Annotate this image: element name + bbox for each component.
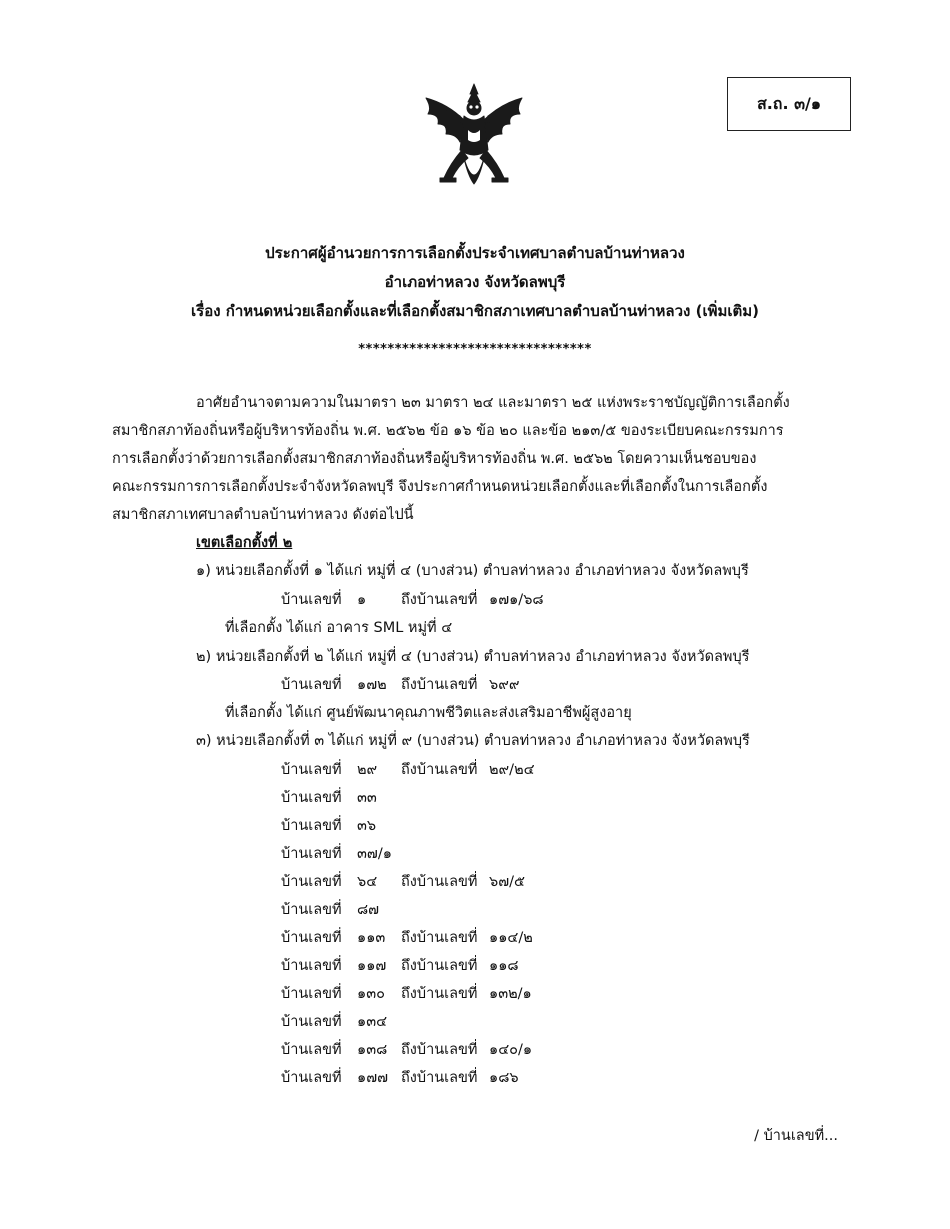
form-code-box (727, 77, 851, 131)
announcement-subject: เรื่อง กำหนดหน่วยเลือกตั้งและที่เลือกตั้งสมาชิกสภาเทศบาลตำบลบ้านท่าหลวง (เพิ่มเติม) (191, 302, 759, 320)
house-from: ๑๗๗ (357, 1070, 389, 1086)
house-to: ๑๑๔/๒ (489, 930, 533, 946)
house-label: บ้านเลขที่ (281, 902, 342, 918)
house-label: บ้านเลขที่ (281, 592, 342, 608)
house-to: ๑๘๖ (489, 1070, 519, 1086)
preamble-line: คณะกรรมการการเลือกตั้งประจำจังหวัดลพบุรี จึงประกาศกำหนดหน่วยเลือกตั้งและที่เลือกตั้งในการเลือกตั้ง (112, 479, 768, 495)
announcement-location: อำเภอท่าหลวง จังหวัดลพบุรี (384, 273, 566, 291)
unit-title: ๑) หน่วยเลือกตั้งที่ ๑ ได้แก่ หมู่ที่ ๔ (บางส่วน) ตำบลท่าหลวง อำเภอท่าหลวง จังหวัดลพบุรี (196, 563, 749, 579)
house-to: ๑๗๑/๖๘ (489, 592, 544, 608)
district-title: เขตเลือกตั้งที่ ๒ (196, 535, 293, 551)
house-label: บ้านเลขที่ (281, 818, 342, 834)
house-to-label: ถึงบ้านเลขที่ (401, 1042, 478, 1058)
house-label: บ้านเลขที่ (281, 986, 342, 1002)
house-to-label: ถึงบ้านเลขที่ (401, 677, 478, 693)
preamble-line: สมาชิกสภาเทศบาลตำบลบ้านท่าหลวง ดังต่อไปนี้ (112, 507, 414, 523)
house-to: ๒๙/๒๔ (489, 762, 535, 778)
house-range (281, 898, 401, 921)
form-code: ส.ถ. ๓/๑ (756, 93, 822, 113)
house-from: ๑๑๓ (357, 930, 386, 946)
house-from: ๑๓๘ (357, 1042, 388, 1058)
house-range (281, 1066, 519, 1089)
house-to: ๑๔๐/๑ (489, 1042, 533, 1058)
separator-line: ******************************** (358, 342, 592, 357)
house-range (281, 1038, 532, 1061)
house-to-label: ถึงบ้านเลขที่ (401, 958, 478, 974)
house-label: บ้านเลขที่ (281, 1070, 342, 1086)
house-range (281, 926, 533, 949)
house-label: บ้านเลขที่ (281, 1042, 342, 1058)
unit-title: ๒) หน่วยเลือกตั้งที่ ๒ ได้แก่ หมู่ที่ ๔ (บางส่วน) ตำบลท่าหลวง อำเภอท่าหลวง จังหวัดลพบุรี (196, 649, 750, 665)
house-range (281, 1010, 401, 1033)
house-label: บ้านเลขที่ (281, 1014, 342, 1030)
house-from: ๑๓๐ (357, 986, 385, 1002)
house-range (281, 673, 519, 696)
house-to: ๖๙๙ (489, 677, 520, 693)
house-label: บ้านเลขที่ (281, 677, 342, 693)
house-range (281, 588, 544, 611)
house-from: ๘๗ (357, 902, 380, 918)
house-to: ๖๗/๕ (489, 874, 525, 890)
house-from: ๑๑๗ (357, 958, 387, 974)
house-from: ๒๙ (357, 762, 378, 778)
unit-venue: ที่เลือกตั้ง ได้แก่ ศูนย์พัฒนาคุณภาพชีวิตและส่งเสริมอาชีพผู้สูงอายุ (225, 705, 632, 721)
announcement-title: ประกาศผู้อำนวยการการเลือกตั้งประจำเทศบาลตำบลบ้านท่าหลวง (265, 244, 685, 262)
house-from: ๑๗๒ (357, 677, 387, 693)
unit-venue: ที่เลือกตั้ง ได้แก่ อาคาร SML หมู่ที่ ๔ (225, 620, 453, 636)
house-label: บ้านเลขที่ (281, 958, 342, 974)
house-from: ๑๓๔ (357, 1014, 388, 1030)
house-range (281, 954, 519, 977)
house-range (281, 758, 535, 781)
house-label: บ้านเลขที่ (281, 930, 342, 946)
house-to-label: ถึงบ้านเลขที่ (401, 592, 478, 608)
preamble-line: สมาชิกสภาท้องถิ่นหรือผู้บริหารท้องถิ่น พ.ศ. ๒๕๖๒ ข้อ ๑๖ ข้อ ๒๐ และข้อ ๒๑๓/๕ ของระเบียบคณะกรรมการ (112, 423, 784, 439)
house-from: ๓๖ (357, 818, 377, 834)
house-range (281, 786, 401, 809)
house-label: บ้านเลขที่ (281, 790, 342, 806)
house-to-label: ถึงบ้านเลขที่ (401, 930, 478, 946)
house-from: ๑ (357, 592, 367, 608)
house-label: บ้านเลขที่ (281, 874, 342, 890)
house-range (281, 982, 532, 1005)
house-label: บ้านเลขที่ (281, 846, 342, 862)
preamble-line: การเลือกตั้งว่าด้วยการเลือกตั้งสมาชิกสภาท้องถิ่นหรือผู้บริหารท้องถิ่น พ.ศ. ๒๕๖๒ โดยความเห็นชอบของ (112, 451, 757, 467)
house-from: ๓๗/๑ (357, 846, 392, 862)
house-from: ๖๔ (357, 874, 378, 890)
house-from: ๓๓ (357, 790, 377, 806)
house-to: ๑๑๘ (489, 958, 519, 974)
house-range (281, 842, 401, 865)
house-to: ๑๓๒/๑ (489, 986, 532, 1002)
house-label: บ้านเลขที่ (281, 762, 342, 778)
preamble-line: อาศัยอำนาจตามความในมาตรา ๒๓ มาตรา ๒๔ และมาตรา ๒๕ แห่งพระราชบัญญัติการเลือกตั้ง (196, 395, 790, 411)
garuda-emblem-icon (410, 80, 538, 200)
house-to-label: ถึงบ้านเลขที่ (401, 986, 478, 1002)
house-to-label: ถึงบ้านเลขที่ (401, 762, 478, 778)
house-to-label: ถึงบ้านเลขที่ (401, 1070, 478, 1086)
unit-title: ๓) หน่วยเลือกตั้งที่ ๓ ได้แก่ หมู่ที่ ๙ (บางส่วน) ตำบลท่าหลวง อำเภอท่าหลวง จังหวัดลพบุรี (196, 733, 750, 749)
house-range (281, 870, 525, 893)
house-to-label: ถึงบ้านเลขที่ (401, 874, 478, 890)
house-range (281, 814, 401, 837)
continued-note: / บ้านเลขที่... (754, 1128, 838, 1144)
